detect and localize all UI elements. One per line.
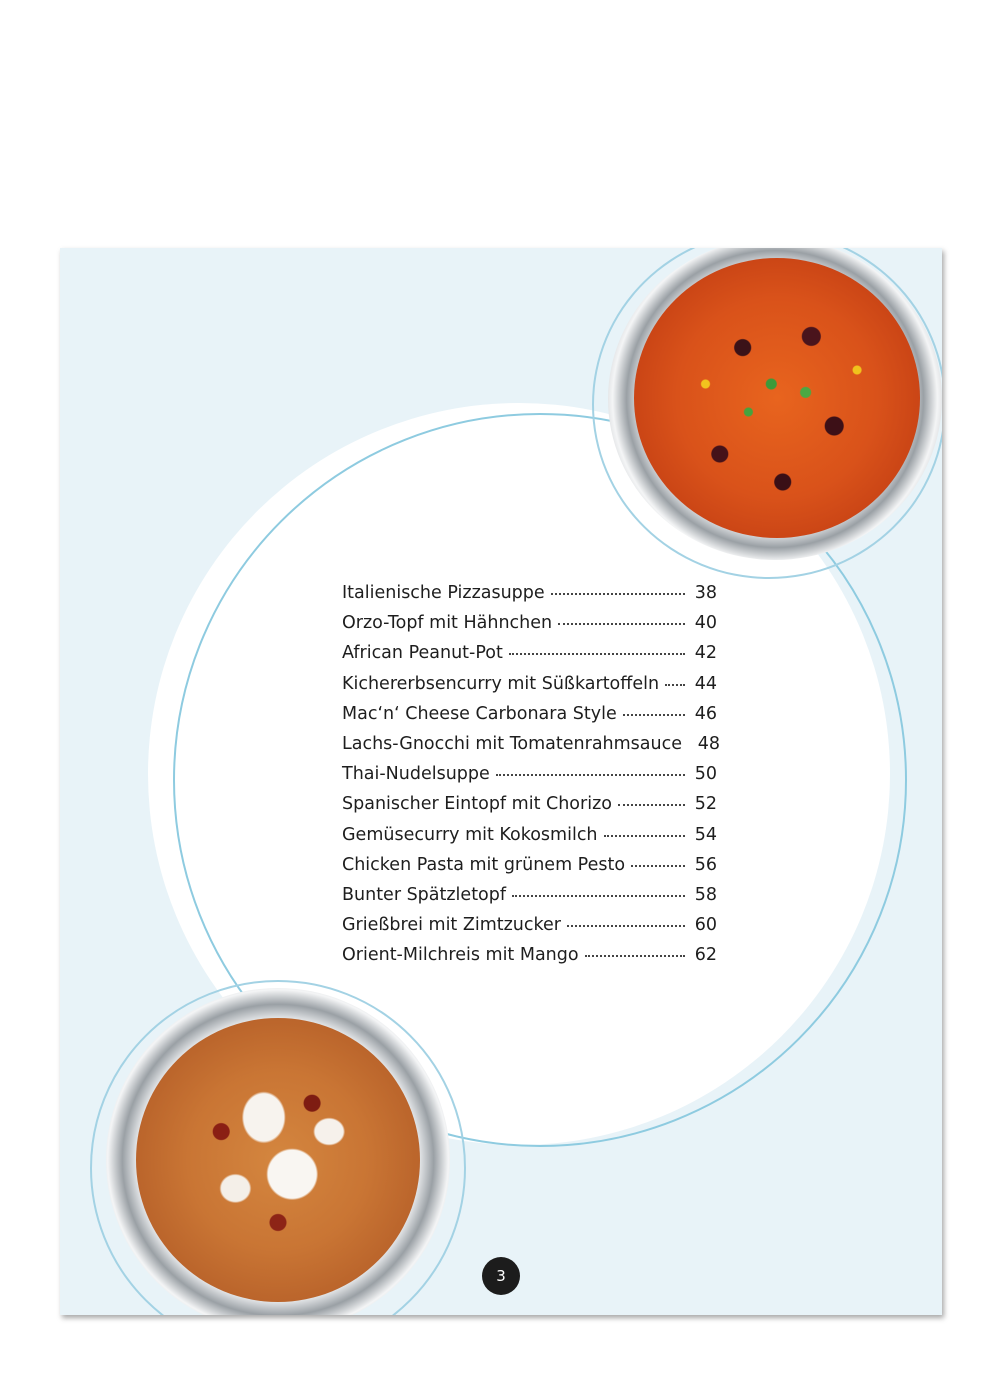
toc-entry[interactable]	[342, 733, 721, 764]
toc-entry-page: 54	[694, 824, 717, 845]
toc-entry-page: 40	[694, 613, 717, 634]
toc-entry[interactable]	[342, 643, 717, 673]
toc-entry-title: Orzo-Topf mit Hähnchen	[342, 613, 553, 634]
toc-entry-title: Chicken Pasta mit grünem Pesto	[342, 854, 626, 875]
toc-leader-dots	[512, 891, 685, 897]
toc-leader-dots	[567, 921, 685, 927]
table-of-contents	[342, 583, 721, 975]
toc-entry-page: 46	[694, 703, 717, 724]
toc-entry[interactable]	[342, 794, 717, 824]
toc-entry-title: Lachs-Gnocchi mit Tomatenrahmsauce	[342, 733, 683, 754]
toc-entry-page: 50	[694, 764, 717, 785]
pasta-dish-image	[136, 1018, 420, 1302]
toc-entry[interactable]	[342, 915, 717, 945]
chili-stew-image	[634, 258, 920, 538]
top-pot-photo	[608, 248, 942, 560]
toc-leader-dots	[618, 800, 685, 806]
toc-entry-page: 58	[694, 884, 717, 905]
toc-leader-dots	[604, 831, 685, 837]
toc-entry-title: Mac‘n‘ Cheese Carbonara Style	[342, 703, 617, 724]
toc-entry[interactable]	[342, 674, 717, 704]
toc-entry-title: Italienische Pizzasuppe	[342, 583, 545, 603]
toc-leader-dots	[551, 589, 685, 595]
toc-entry-page: 52	[694, 794, 717, 815]
toc-entry-page: 62	[694, 945, 717, 966]
toc-entry[interactable]	[342, 704, 717, 734]
toc-entry-title: Bunter Spätzletopf	[342, 884, 507, 905]
toc-entry-page: 44	[694, 673, 717, 694]
toc-entry-title: Thai-Nudelsuppe	[342, 764, 490, 785]
toc-entry[interactable]	[342, 885, 717, 915]
toc-leader-dots	[509, 649, 685, 655]
toc-entry-title: Kichererbsencurry mit Süßkartoffeln	[342, 673, 660, 694]
toc-entry-title: Spanischer Eintopf mit Chorizo	[342, 794, 612, 815]
toc-entry[interactable]	[342, 825, 717, 855]
toc-entry-title: Grießbrei mit Zimtzucker	[342, 915, 561, 936]
toc-entry-title: Orient-Milchreis mit Mango	[342, 945, 579, 966]
toc-entry[interactable]	[342, 613, 717, 643]
toc-entry-page: 56	[694, 854, 717, 875]
toc-leader-dots	[585, 951, 685, 957]
toc-leader-dots	[665, 680, 685, 686]
toc-leader-dots	[623, 710, 685, 716]
toc-entry-page: 38	[694, 583, 717, 603]
toc-leader-dots	[496, 770, 685, 776]
toc-leader-dots	[558, 619, 685, 625]
toc-entry-title: African Peanut-Pot	[342, 643, 503, 664]
toc-entry-page: 60	[694, 915, 717, 936]
toc-entry[interactable]	[342, 855, 717, 885]
toc-entry[interactable]	[342, 945, 717, 975]
toc-entry[interactable]	[342, 583, 717, 613]
toc-entry-page: 42	[694, 643, 717, 664]
page-number-badge: 3	[482, 1257, 520, 1295]
toc-entry[interactable]	[342, 764, 717, 794]
bottom-pot-photo	[106, 988, 450, 1315]
toc-entry-page: 48	[697, 733, 721, 754]
toc-leader-dots	[631, 861, 685, 867]
toc-entry-title: Gemüsecurry mit Kokosmilch	[342, 824, 598, 845]
